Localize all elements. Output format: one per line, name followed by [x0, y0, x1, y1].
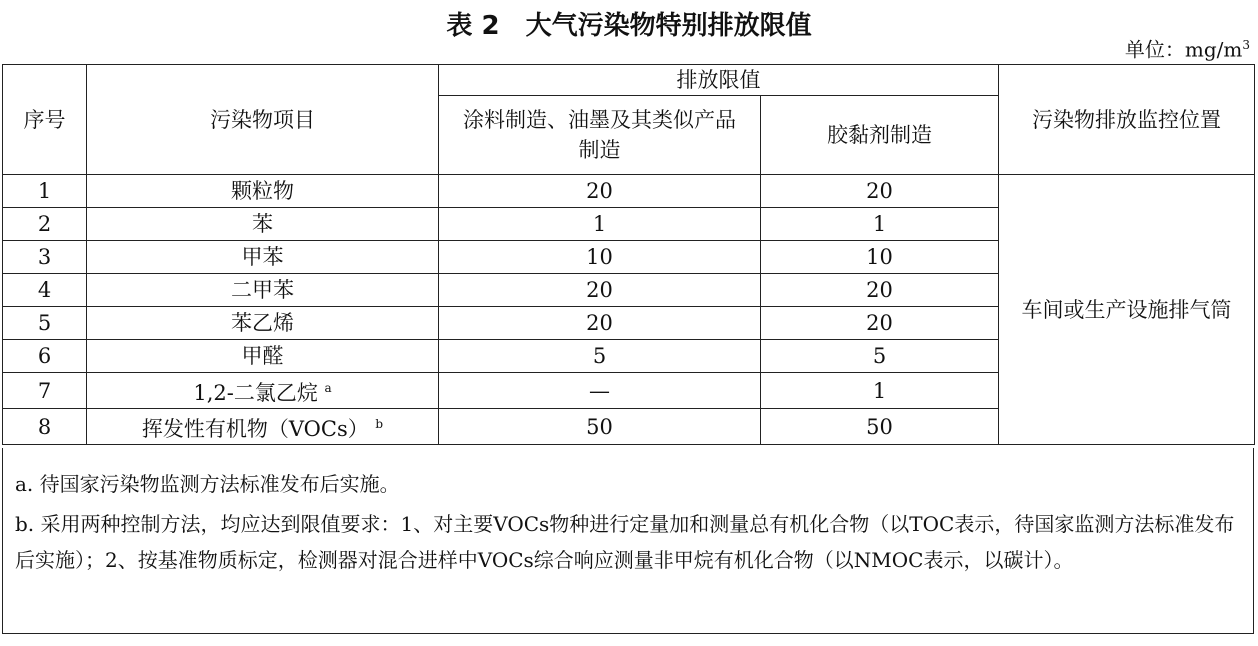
row-coating: 20	[439, 175, 761, 208]
row-adhesive: 20	[761, 307, 999, 340]
footnote-marker: b	[375, 417, 384, 431]
row-adhesive: 20	[761, 175, 999, 208]
row-item: 颗粒物	[87, 175, 439, 208]
header-pollutant: 污染物项目	[87, 65, 439, 175]
row-no: 5	[3, 307, 87, 340]
note-b: b. 采用两种控制方法，均应达到限值要求：1、对主要VOCs物种进行定量加和测量总有机化合物（以TOC表示，待国家监测方法标准发布后实施）；2、按基准物质标定，检测器对混合进样中VOCs综合响应测量非甲烷有机化合物（以NMOC表示，以碳计）。	[15, 512, 1235, 572]
row-adhesive: 20	[761, 274, 999, 307]
row-no: 8	[3, 409, 87, 445]
table-row	[3, 175, 1255, 208]
row-coating: 50	[439, 409, 761, 445]
header-adhesive: 胶黏剂制造	[761, 96, 999, 175]
monitor-location: 车间或生产设施排气筒	[999, 175, 1255, 445]
row-item: 二甲苯	[87, 274, 439, 307]
table-title: 表 2 大气污染物特别排放限值	[446, 11, 812, 41]
row-coating: 20	[439, 274, 761, 307]
row-item: 苯	[87, 208, 439, 241]
row-coating: 20	[439, 307, 761, 340]
row-no: 2	[3, 208, 87, 241]
row-adhesive: 50	[761, 409, 999, 445]
row-no: 3	[3, 241, 87, 274]
row-item: 甲醛	[87, 340, 439, 373]
row-coating: 1	[439, 208, 761, 241]
row-no: 6	[3, 340, 87, 373]
row-item: 苯乙烯	[87, 307, 439, 340]
footnote-marker: a	[324, 381, 332, 395]
emission-limits-table	[2, 64, 1255, 445]
row-adhesive: 1	[761, 208, 999, 241]
row-coating: —	[439, 373, 761, 409]
row-coating: 5	[439, 340, 761, 373]
row-adhesive: 5	[761, 340, 999, 373]
row-item: 甲苯	[87, 241, 439, 274]
unit-label: 单位：$mg/m^3$	[1124, 37, 1250, 62]
row-adhesive: 10	[761, 241, 999, 274]
note-a: a. 待国家污染物监测方法标准发布后实施。	[15, 472, 400, 496]
row-no: 1	[3, 175, 87, 208]
header-limit-group: 排放限值	[439, 65, 999, 96]
row-adhesive: 1	[761, 373, 999, 409]
header-seq: 序号	[3, 65, 87, 175]
row-item: 挥发性有机物（VOCs） $^b$	[87, 409, 439, 445]
row-coating: 10	[439, 241, 761, 274]
header-coating: 涂料制造、油墨及其类似产品制造	[439, 96, 761, 175]
row-no: 7	[3, 373, 87, 409]
row-no: 4	[3, 274, 87, 307]
header-monitor: 污染物排放监控位置	[999, 65, 1255, 175]
table-notes	[2, 448, 1254, 634]
row-item: 1,2-二氯乙烷 $^a$	[87, 373, 439, 409]
